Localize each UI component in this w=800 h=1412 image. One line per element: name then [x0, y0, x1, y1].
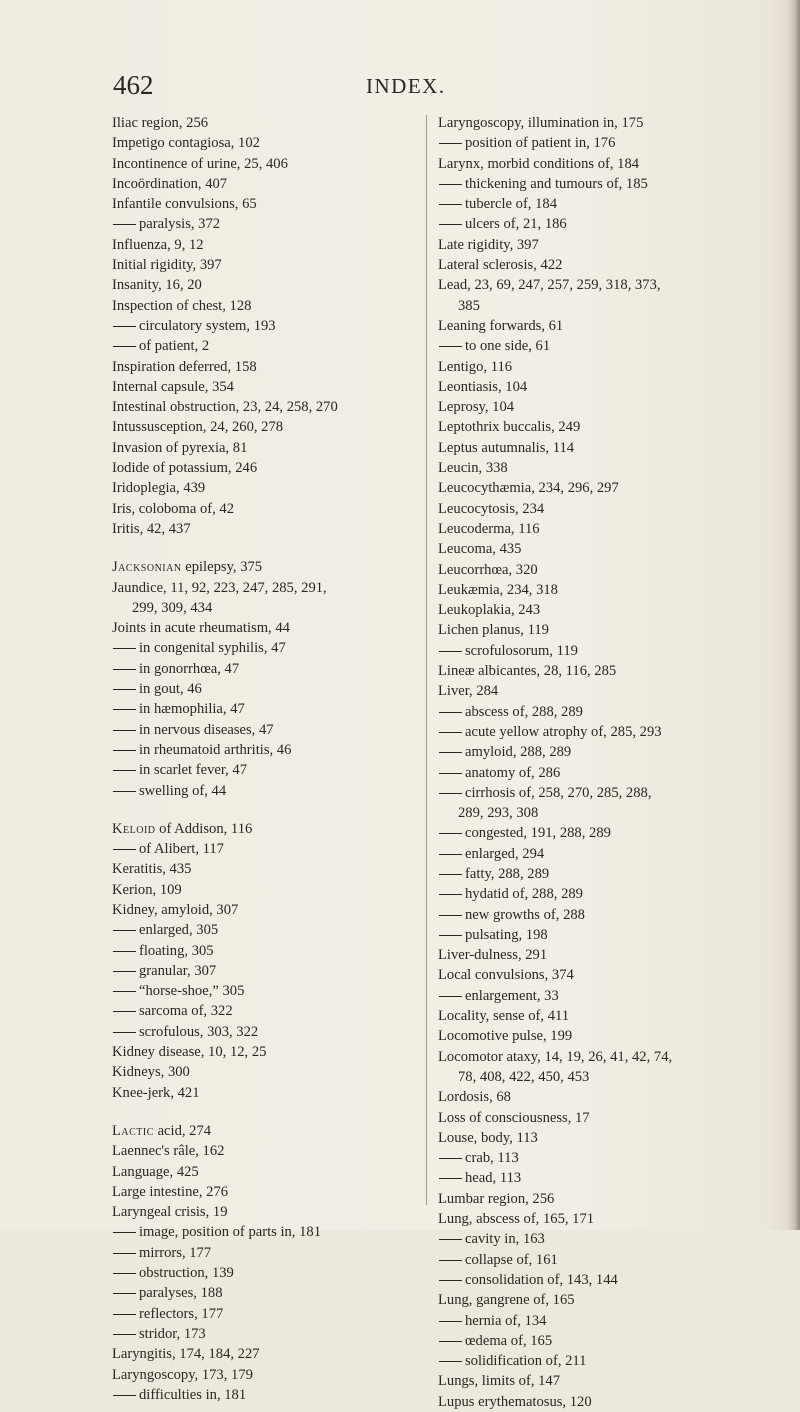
index-subentry: enlarged, 305: [112, 920, 412, 940]
index-entry: Initial rigidity, 397: [112, 257, 222, 274]
index-subentry: cirrhosis of, 258, 270, 285, 288,: [438, 783, 768, 803]
index-subentry: reflectors, 177: [112, 1304, 412, 1324]
index-subentry: scrofulosorum, 119: [438, 641, 768, 661]
index-entry: Laryngeal crisis, 19: [112, 1204, 228, 1221]
index-entry: Lead, 23, 69, 247, 257, 259, 318, 373,: [438, 277, 661, 294]
index-subentry: consolidation of, 143, 144: [438, 1270, 768, 1290]
index-entry: Leucin, 338: [438, 460, 508, 477]
index-subentry: sarcoma of, 322: [112, 1001, 412, 1021]
index-entry-continuation: 385: [458, 297, 480, 314]
index-subentry: abscess of, 288, 289: [438, 702, 768, 722]
section-gap: [112, 801, 412, 819]
index-entry: Iodide of potassium, 246: [112, 460, 258, 477]
index-entry: Impetigo contagiosa, 102: [112, 135, 260, 152]
index-subentry: collapse of, 161: [438, 1250, 768, 1270]
index-entry: Iliac region, 256: [112, 115, 209, 131]
page-edge: [786, 0, 800, 1230]
index-entry: Joints in acute rheumatism, 44: [112, 620, 290, 637]
index-entry: Intestinal obstruction, 23, 24, 258, 270: [112, 399, 338, 416]
index-entry: Leucocythæmia, 234, 296, 297: [438, 480, 619, 497]
index-entry-continuation: 78, 408, 422, 450, 453: [458, 1068, 590, 1085]
index-entry: Locality, sense of, 411: [438, 1008, 570, 1025]
index-entry: Lactic acid, 274: [112, 1122, 212, 1139]
index-entry: Kidney disease, 10, 12, 25: [112, 1044, 267, 1061]
index-subentry: enlargement, 33: [438, 986, 768, 1006]
index-entry: Loss of consciousness, 17: [438, 1109, 590, 1126]
index-entry-continuation: 289, 293, 308: [458, 805, 539, 822]
index-subentry: hydatid of, 288, 289: [438, 884, 768, 904]
index-entry: Infantile convulsions, 65: [112, 196, 257, 213]
section-gap: [112, 1103, 412, 1121]
index-entry: Laryngoscopy, 173, 179: [112, 1366, 253, 1383]
index-subentry: swelling of, 44: [112, 781, 412, 801]
index-subentry: amyloid, 288, 289: [438, 742, 768, 762]
index-subentry: thickening and tumours of, 185: [438, 174, 768, 194]
index-subentry: paralyses, 188: [112, 1283, 412, 1303]
index-entry: Iritis, 42, 437: [112, 520, 191, 537]
index-subentry: congested, 191, 288, 289: [438, 823, 768, 843]
index-subentry: in rheumatoid arthritis, 46: [112, 740, 412, 760]
index-subentry: difficulties in, 181: [112, 1385, 412, 1405]
page-header: [0, 70, 800, 104]
index-subentry: to one side, 61: [438, 336, 768, 356]
index-entry: Leucoderma, 116: [438, 520, 540, 537]
page-number: 462: [113, 70, 154, 100]
index-subentry: head, 113: [438, 1168, 768, 1188]
index-subentry: in hæmophilia, 47: [112, 699, 412, 719]
index-subentry: solidification of, 211: [438, 1351, 768, 1371]
index-entry: Kidney, amyloid, 307: [112, 901, 239, 918]
index-entry: Insanity, 16, 20: [112, 277, 202, 294]
index-subentry: of patient, 2: [112, 336, 412, 356]
index-entry: Liver-dulness, 291: [438, 947, 548, 964]
index-entry: Kidneys, 300: [112, 1064, 190, 1081]
index-subentry: of Alibert, 117: [112, 839, 412, 859]
index-entry: Lineæ albicantes, 28, 116, 285: [438, 663, 617, 680]
index-entry: Leucocytosis, 234: [438, 500, 545, 517]
index-entry: Knee-jerk, 421: [112, 1084, 200, 1101]
index-entry: Lupus erythematosus, 120: [438, 1393, 592, 1410]
index-entry: Laryngoscopy, illumination in, 175: [438, 115, 644, 131]
index-entry: Keloid of Addison, 116: [112, 820, 253, 837]
index-entry: Leptothrix buccalis, 249: [438, 419, 581, 436]
index-subentry: stridor, 173: [112, 1324, 412, 1344]
index-subentry: scrofulous, 303, 322: [112, 1022, 412, 1042]
index-entry: Liver, 284: [438, 683, 499, 700]
index-entry-continuation: 299, 309, 434: [132, 599, 213, 616]
index-entry: Larynx, morbid conditions of, 184: [438, 155, 640, 172]
index-subentry: fatty, 288, 289: [438, 864, 768, 884]
index-entry: Incoördination, 407: [112, 175, 228, 192]
index-entry: Intussusception, 24, 260, 278: [112, 419, 284, 436]
index-subentry: circulatory system, 193: [112, 316, 412, 336]
index-entry: Leucorrhœa, 320: [438, 561, 538, 578]
index-subentry: cavity in, 163: [438, 1229, 768, 1249]
index-subentry: in nervous diseases, 47: [112, 720, 412, 740]
index-subentry: in scarlet fever, 47: [112, 760, 412, 780]
index-column-right: [438, 113, 768, 1412]
index-entry: Iridoplegia, 439: [112, 480, 206, 497]
index-subentry: anatomy of, 286: [438, 763, 768, 783]
index-entry: Jaundice, 11, 92, 223, 247, 285, 291,: [112, 579, 327, 596]
index-entry: Late rigidity, 397: [438, 236, 539, 253]
index-entry: Kerion, 109: [112, 881, 182, 898]
index-entry: Jacksonian epilepsy, 375: [112, 559, 263, 576]
index-subentry: “horse-shoe,” 305: [112, 981, 412, 1001]
index-entry: Lichen planus, 119: [438, 622, 549, 639]
index-entry: Leucoma, 435: [438, 541, 522, 558]
index-subentry: pulsating, 198: [438, 925, 768, 945]
index-subentry: hernia of, 134: [438, 1311, 768, 1331]
index-entry: Louse, body, 113: [438, 1129, 538, 1146]
index-entry: Lateral sclerosis, 422: [438, 257, 563, 274]
index-entry: Incontinence of urine, 25, 406: [112, 155, 288, 172]
index-entry: Leaning forwards, 61: [438, 317, 564, 334]
index-entry: Large intestine, 276: [112, 1183, 229, 1200]
index-entry: Lordosis, 68: [438, 1089, 511, 1106]
index-entry: Language, 425: [112, 1163, 199, 1180]
index-subentry: in gonorrhœa, 47: [112, 659, 412, 679]
index-subentry: floating, 305: [112, 941, 412, 961]
index-entry: Invasion of pyrexia, 81: [112, 439, 248, 456]
section-gap: [112, 539, 412, 557]
index-entry: Leontiasis, 104: [438, 378, 528, 395]
index-subentry: in congenital syphilis, 47: [112, 638, 412, 658]
index-subentry: ulcers of, 21, 186: [438, 214, 768, 234]
index-entry: Leukæmia, 234, 318: [438, 581, 558, 598]
index-subentry: mirrors, 177: [112, 1243, 412, 1263]
index-entry: Lung, gangrene of, 165: [438, 1292, 575, 1309]
index-entry: Inspection of chest, 128: [112, 297, 252, 314]
index-subentry: position of patient in, 176: [438, 133, 768, 153]
index-entry: Leukoplakia, 243: [438, 602, 541, 619]
index-subentry: acute yellow atrophy of, 285, 293: [438, 722, 768, 742]
index-column-left: [112, 113, 412, 1405]
column-divider: [426, 115, 427, 1205]
index-entry: Iris, coloboma of, 42: [112, 500, 234, 517]
index-entry: Leptus autumnalis, 114: [438, 439, 575, 456]
index-subentry: image, position of parts in, 181: [112, 1222, 412, 1242]
index-entry: Leprosy, 104: [438, 399, 515, 416]
index-entry: Locomotor ataxy, 14, 19, 26, 41, 42, 74,: [438, 1048, 673, 1065]
index-entry: Lentigo, 116: [438, 358, 513, 375]
running-head: INDEX.: [366, 74, 446, 98]
index-entry: Inspiration deferred, 158: [112, 358, 257, 375]
index-entry: Lungs, limits of, 147: [438, 1373, 561, 1390]
index-entry: Laryngitis, 174, 184, 227: [112, 1346, 260, 1363]
index-subentry: obstruction, 139: [112, 1263, 412, 1283]
index-subentry: œdema of, 165: [438, 1331, 768, 1351]
index-entry: Influenza, 9, 12: [112, 236, 204, 253]
index-subentry: crab, 113: [438, 1148, 768, 1168]
index-subentry: granular, 307: [112, 961, 412, 981]
index-subentry: enlarged, 294: [438, 844, 768, 864]
index-entry: Lung, abscess of, 165, 171: [438, 1211, 595, 1228]
index-entry: Internal capsule, 354: [112, 378, 234, 395]
index-subentry: in gout, 46: [112, 679, 412, 699]
index-subentry: new growths of, 288: [438, 905, 768, 925]
index-entry: Local convulsions, 374: [438, 967, 574, 984]
index-subentry: tubercle of, 184: [438, 194, 768, 214]
index-subentry: paralysis, 372: [112, 214, 412, 234]
index-entry: Locomotive pulse, 199: [438, 1028, 573, 1045]
index-entry: Laennec's râle, 162: [112, 1143, 225, 1160]
index-entry: Keratitis, 435: [112, 861, 192, 878]
index-entry: Lumbar region, 256: [438, 1190, 555, 1207]
